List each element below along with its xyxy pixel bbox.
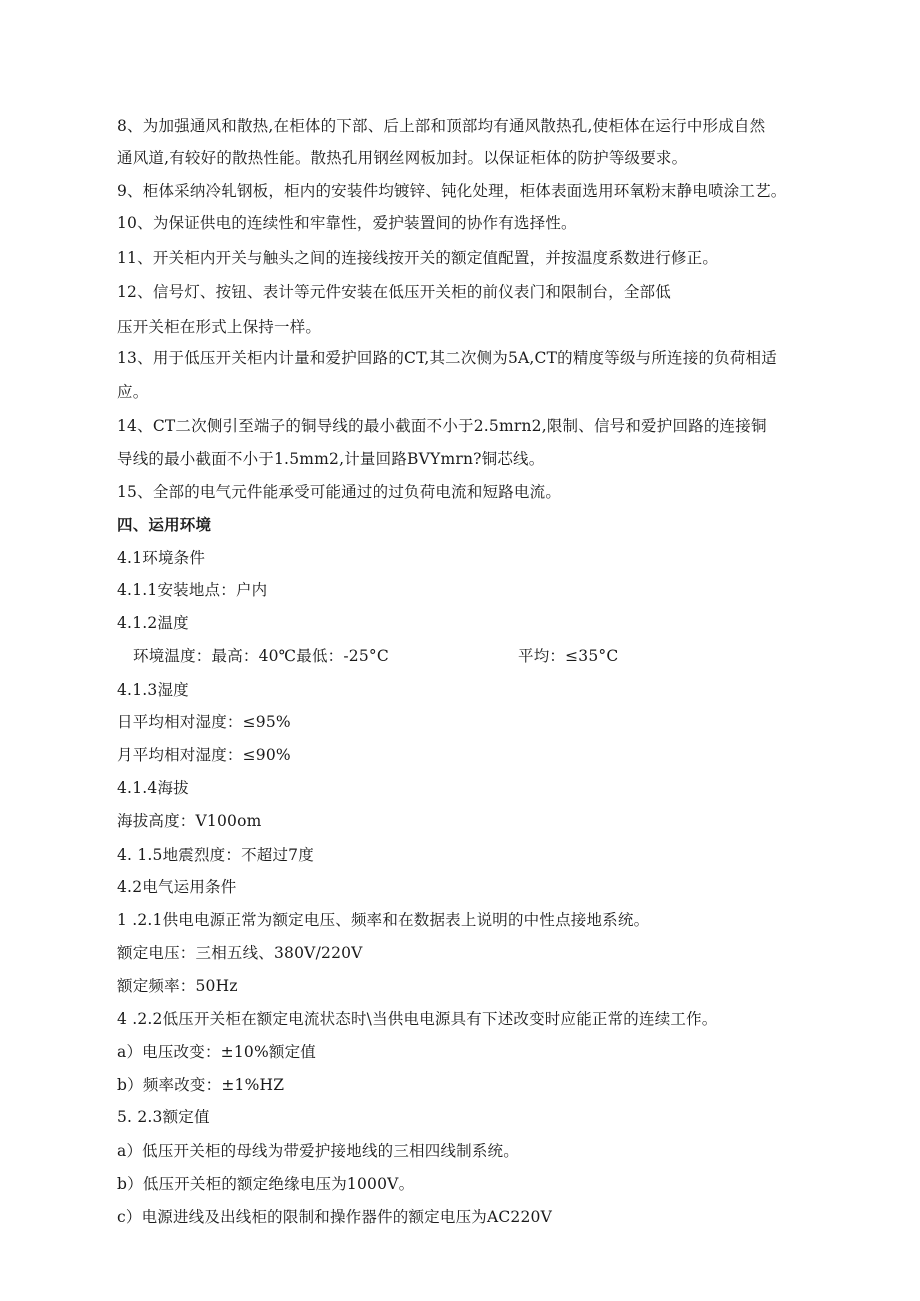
monthly-humidity: 月平均相对湿度：≤90%: [117, 746, 291, 764]
env-condition-heading: 4.1环境条件: [117, 549, 206, 567]
paragraph-13-line-1: 13、用于低压开关柜内计量和爱护回路的CT,其二次侧为5A,CT的精度等级与所连接的负荷相适: [117, 349, 777, 367]
rated-frequency: 额定频率：50Hz: [117, 977, 238, 995]
altitude-value: 海拔高度：V100om: [117, 812, 262, 830]
paragraph-10: 10、为保证供电的连续性和牢靠性，爱护装置间的协作有选择性。: [117, 214, 577, 232]
control-voltage: c）电源进线及出线柜的限制和操作器件的额定电压为AC220V: [117, 1208, 553, 1226]
seismic-intensity: 4. 1.5地震烈度：不超过7度: [117, 846, 314, 864]
voltage-variation: a）电压改变：±10%额定值: [117, 1043, 316, 1061]
paragraph-11: 11、开关柜内开关与触头之间的连接线按开关的额定值配置，并按温度系数进行修正。: [117, 249, 719, 267]
paragraph-14-line-1: 14、CT二次侧引至端子的铜导线的最小截面不小于2.5mrn2,限制、信号和爱护回路的连接铜: [117, 417, 767, 435]
temperature-heading: 4.1.2温度: [117, 614, 189, 632]
rated-voltage: 额定电压：三相五线、380V/220V: [117, 944, 363, 962]
rated-values-heading: 5. 2.3额定值: [117, 1108, 210, 1126]
paragraph-14-line-2: 导线的最小截面不小于1.5mm2,计量回路BVYmrn?铜芯线。: [117, 450, 545, 468]
paragraph-15: 15、全部的电气元件能承受可能通过的过负荷电流和短路电流。: [117, 483, 562, 501]
paragraph-8-line-1: 8、为加强通风和散热,在柜体的下部、后上部和顶部均有通风散热孔,使柜体在运行中形成自然: [117, 117, 766, 135]
electrical-conditions-heading: 4.2电气运用条件: [117, 878, 237, 896]
power-supply-clause: 1 .2.1供电电源正常为额定电压、频率和在数据表上说明的中性点接地系统。: [117, 911, 650, 929]
daily-humidity: 日平均相对湿度：≤95%: [117, 713, 291, 731]
insulation-voltage: b）低压开关柜的额定绝缘电压为1000V。: [117, 1175, 415, 1193]
paragraph-12-line-1: 12、信号灯、按钮、表计等元件安装在低压开关柜的前仪表门和限制台，全部低: [117, 283, 671, 301]
section-heading: 四、运用环境: [117, 516, 212, 534]
busbar-system: a）低压开关柜的母线为带爱护接地线的三相四线制系统。: [117, 1142, 519, 1160]
frequency-variation: b）频率改变：±1%HZ: [117, 1076, 285, 1094]
install-location: 4.1.1安装地点：户内: [117, 581, 268, 599]
paragraph-12-line-2: 压开关柜在形式上保持一样。: [117, 318, 322, 336]
paragraph-8-line-2: 通风道,有较好的散热性能。散热孔用钢丝网板加封。以保证柜体的防护等级要求。: [117, 149, 688, 167]
temperature-range: 环境温度：最高：40℃最低：-25°C: [133, 647, 389, 665]
paragraph-13-line-2: 应。: [117, 383, 149, 401]
variation-clause: 4 .2.2低压开关柜在额定电流状态时\当供电电源具有下述改变时应能正常的连续工作。: [117, 1010, 718, 1028]
altitude-heading: 4.1.4海拔: [117, 779, 189, 797]
paragraph-9: 9、柜体采纳冷轧钢板，柜内的安装件均镀锌、钝化处理，柜体表面选用环氧粉末静电喷涂工艺。: [117, 182, 787, 200]
humidity-heading: 4.1.3湿度: [117, 681, 189, 699]
temperature-average: 平均：≤35°C: [518, 647, 619, 665]
